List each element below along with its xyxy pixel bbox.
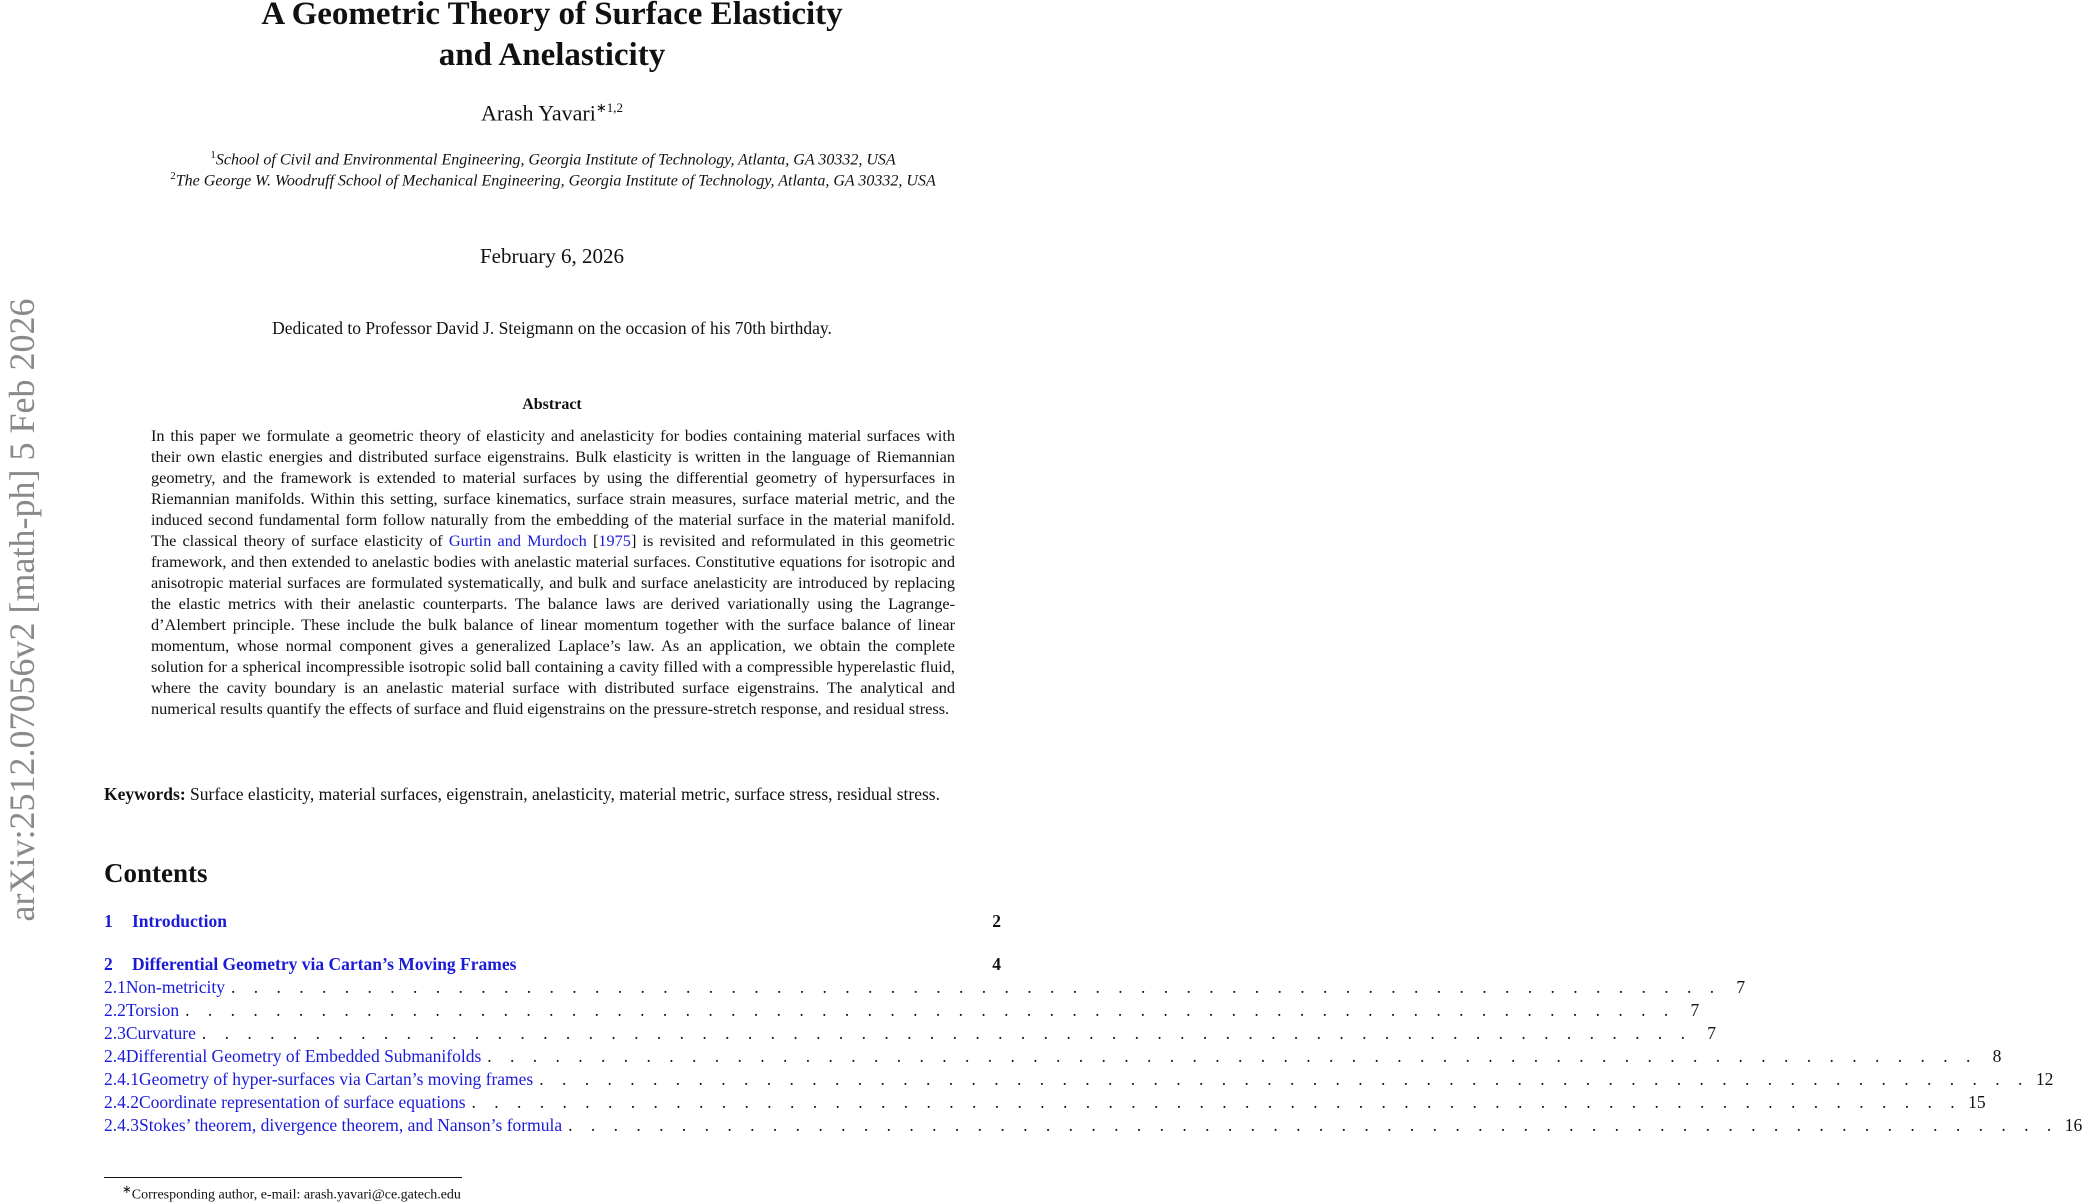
toc-leader-dots: . . . . . . . . . . . . . . . . . . . . . . . . . . . . . . . . . . . . . . . . . . . . . . . . . . . . . . . . . . . . . . . . . . (185, 1000, 1676, 1020)
toc-leader-dots: . . . . . . . . . . . . . . . . . . . . . . . . . . . . . . . . . . . . . . . . . . . . . . . . . . . . . . . . . . . . . . . . . . (471, 1092, 1962, 1112)
toc-number[interactable]: 2.1 (104, 977, 126, 997)
affiliation-1-number: 1 (210, 149, 216, 161)
footnote-rule (104, 1177, 462, 1178)
arxiv-sidebar-stamp (0, 270, 52, 950)
keywords-text: Surface elasticity, material surfaces, eigenstrain, anelasticity, material metric, surface stress, residual stress. (190, 784, 940, 804)
toc-page: 7 (1707, 1023, 1716, 1043)
toc-page: 15 (1968, 1092, 1986, 1112)
toc-entry-1[interactable] (104, 911, 1001, 933)
author-name: Arash Yavari (480, 100, 596, 126)
affiliation-1-text: School of Civil and Environmental Engineering, Georgia Institute of Technology, Atlanta, GA 30332, USA (215, 151, 896, 169)
toc-page: 7 (1736, 977, 1746, 997)
citation-link-authors[interactable]: Gurtin and Murdoch (448, 531, 587, 550)
toc-leader-dots: . . . . . . . . . . . . . . . . . . . . . . . . . . . . . . . . . . . . . . . . . . . . . . . . . . . . . . . . . . . . . . . . . . (539, 1069, 2030, 1089)
title-line-1: A Geometric Theory of Surface Elasticity (261, 0, 843, 32)
keywords (104, 783, 1048, 805)
toc-entry-2-4-2[interactable] (104, 1092, 1986, 1114)
toc-label[interactable]: Curvature (125, 1023, 196, 1043)
toc-label[interactable]: Torsion (125, 1000, 180, 1020)
affiliation-2-number: 2 (170, 170, 176, 182)
toc-entry-2-4-3[interactable] (104, 1115, 2082, 1137)
abstract-body: In this paper we formulate a geometric theory of elasticity and anelasticity for bodies containing material surfaces with their own elastic energies and distributed surface eigenstrains. Bulk elasticity is written in the language of Riemannian geometry, and the framework is extended to material surfaces by using the differential geometry of hypersurfaces in Riemannian manifolds. Within this setting, surface kinematics, surface strain measures, surface material metric, and the induced second fundamental form follow naturally from the embedding of the material surface in the material manifold. The classical theory of surface elasticity of Gurtin and Murdoch [1975] is revisited and reformulated in this geometric framework, and then extended to anelastic bodies with anelastic material surfaces. Constitutive equations for isotropic and anisotropic material surfaces are formulated systematically, and bulk and surface anelasticity are introduced by replacing the elastic metrics with their anelastic counterparts. The balance laws are derived variationally using the Lagrange-d’Alembert principle. These include the bulk balance of linear momentum together with the surface balance of linear momentum, whose normal component gives a generalized Laplace’s law. As an application, we obtain the complete solution for a spherical incompressible isotropic solid ball containing a cavity filled with a compressible hyperelastic fluid, where the cavity boundary is an anelastic material surface with distributed surface eigenstrains. The analytical and numerical results quantify the effects of surface and fluid eigenstrains on the pressure-stretch response, and residual stress. (151, 426, 956, 718)
toc-leader-dots: . . . . . . . . . . . . . . . . . . . . . . . . . . . . . . . . . . . . . . . . . . . . . . . . . . . . . . . . . . . . . . . . . . (201, 1023, 1692, 1043)
toc-page: 2 (992, 911, 1001, 931)
toc-page: 8 (1992, 1046, 2002, 1066)
citation-link-year[interactable]: 1975 (598, 531, 631, 550)
toc-page: 4 (992, 954, 1001, 974)
toc-leader-dots: . . . . . . . . . . . . . . . . . . . . . . . . . . . . . . . . . . . . . . . . . . . . . . . . . . . . . . . . . . . . . . . . . . (487, 1046, 1978, 1066)
toc-entry-2-2[interactable] (104, 1000, 1700, 1022)
toc-entry-2-1[interactable] (104, 977, 1746, 999)
author-marks: ∗1,2 (595, 100, 624, 115)
toc-label[interactable]: Differential Geometry via Cartan’s Moving Frames (132, 954, 517, 974)
contents-heading: Contents (104, 858, 208, 888)
toc-number[interactable]: 2.2 (104, 1000, 126, 1020)
toc-label[interactable]: Non-metricity (125, 977, 226, 997)
toc-entry-2[interactable] (104, 954, 1001, 976)
footnote-text: Corresponding author, e-mail: arash.yavari@ce.gatech.edu (131, 1187, 461, 1203)
arxiv-identifier: arXiv:2512.07056v2 [math-ph] 5 Feb 2026 (2, 298, 42, 922)
paper-title (100, 0, 1004, 76)
toc-leader-dots: . . . . . . . . . . . . . . . . . . . . . . . . . . . . . . . . . . . . . . . . . . . . . . . . . . . . . . . . . . . . . . . . . . (568, 1115, 2059, 1135)
toc-number[interactable]: 2.4 (104, 1046, 126, 1066)
footnote (122, 1182, 461, 1204)
abstract-text-after: is revisited and reformulated in this geometric framework, and then extended to anelastic bodies with anelastic material surfaces. Constitutive equations for isotropic and anisotropic material surfaces are formulated systematically, and bulk and surface anelasticity are introduced by replacing the elastic metrics with their anelastic counterparts. The balance laws are derived variationally using the Lagrange-d’Alembert principle. These include the bulk balance of linear momentum together with the surface balance of linear momentum, whose normal component gives a generalized Laplace’s law. As an application, we obtain the complete solution for a spherical incompressible isotropic solid ball containing a cavity filled with a compressible hyperelastic fluid, where the cavity boundary is an anelastic material surface with distributed surface eigenstrains. The analytical and numerical results quantify the effects of surface and fluid eigenstrains on the pressure-stretch response, and residual stress. (151, 531, 956, 718)
keywords-label: Keywords: (104, 784, 186, 804)
toc-entry-2-4[interactable] (104, 1046, 2002, 1068)
toc-entry-2-4-1[interactable] (104, 1069, 2054, 1091)
abstract-text-before: In this paper we formulate a geometric theory of elasticity and anelasticity for bodies containing material surfaces with their own elastic energies and distributed surface eigenstrains. Bulk elasticity is written in the language of Riemannian geometry, and the framework is extended to material surfaces by using the differential geometry of hypersurfaces in Riemannian manifolds. Within this setting, surface kinematics, surface strain measures, surface material metric, and the induced second fundamental form follow naturally from the embedding of the material surface in the material manifold. The classical theory of surface elasticity of (151, 426, 955, 550)
toc-label[interactable]: Geometry of hyper-surfaces via Cartan’s moving frames (139, 1069, 534, 1089)
toc-page: 7 (1690, 1000, 1700, 1020)
toc-number[interactable]: 2.4.2 (104, 1092, 139, 1112)
toc-label[interactable]: Coordinate representation of surface equations (139, 1092, 466, 1112)
toc-number[interactable]: 1 (104, 911, 113, 931)
footnote-mark: ∗ (122, 1183, 132, 1196)
abstract-heading: Abstract (522, 396, 582, 413)
affiliation-2-text: The George W. Woodruff School of Mechanical Engineering, Georgia Institute of Technology, Atlanta, GA 30332, USA (175, 172, 936, 190)
author-line (100, 100, 1004, 126)
toc-number[interactable]: 2.3 (104, 1023, 126, 1043)
toc-entry-2-3[interactable] (104, 1023, 1716, 1045)
dedication: Dedicated to Professor David J. Steigmann on the occasion of his 70th birthday. (272, 318, 832, 338)
toc-label[interactable]: Introduction (132, 911, 227, 931)
affiliation-2 (108, 166, 998, 191)
title-line-2: and Anelasticity (438, 37, 666, 73)
toc-page: 16 (2064, 1115, 2082, 1135)
paper-date: February 6, 2026 (479, 244, 625, 268)
toc-label[interactable]: Stokes’ theorem, divergence theorem, and Nanson’s formula (139, 1115, 563, 1135)
toc-number[interactable]: 2 (104, 954, 113, 974)
toc-page: 12 (2035, 1069, 2054, 1089)
toc-label[interactable]: Differential Geometry of Embedded Submanifolds (125, 1046, 482, 1066)
toc-number[interactable]: 2.4.3 (104, 1115, 139, 1135)
toc-number[interactable]: 2.4.1 (104, 1069, 139, 1089)
toc-leader-dots: . . . . . . . . . . . . . . . . . . . . . . . . . . . . . . . . . . . . . . . . . . . . . . . . . . . . . . . . . . . . . . . . . . (231, 977, 1722, 997)
